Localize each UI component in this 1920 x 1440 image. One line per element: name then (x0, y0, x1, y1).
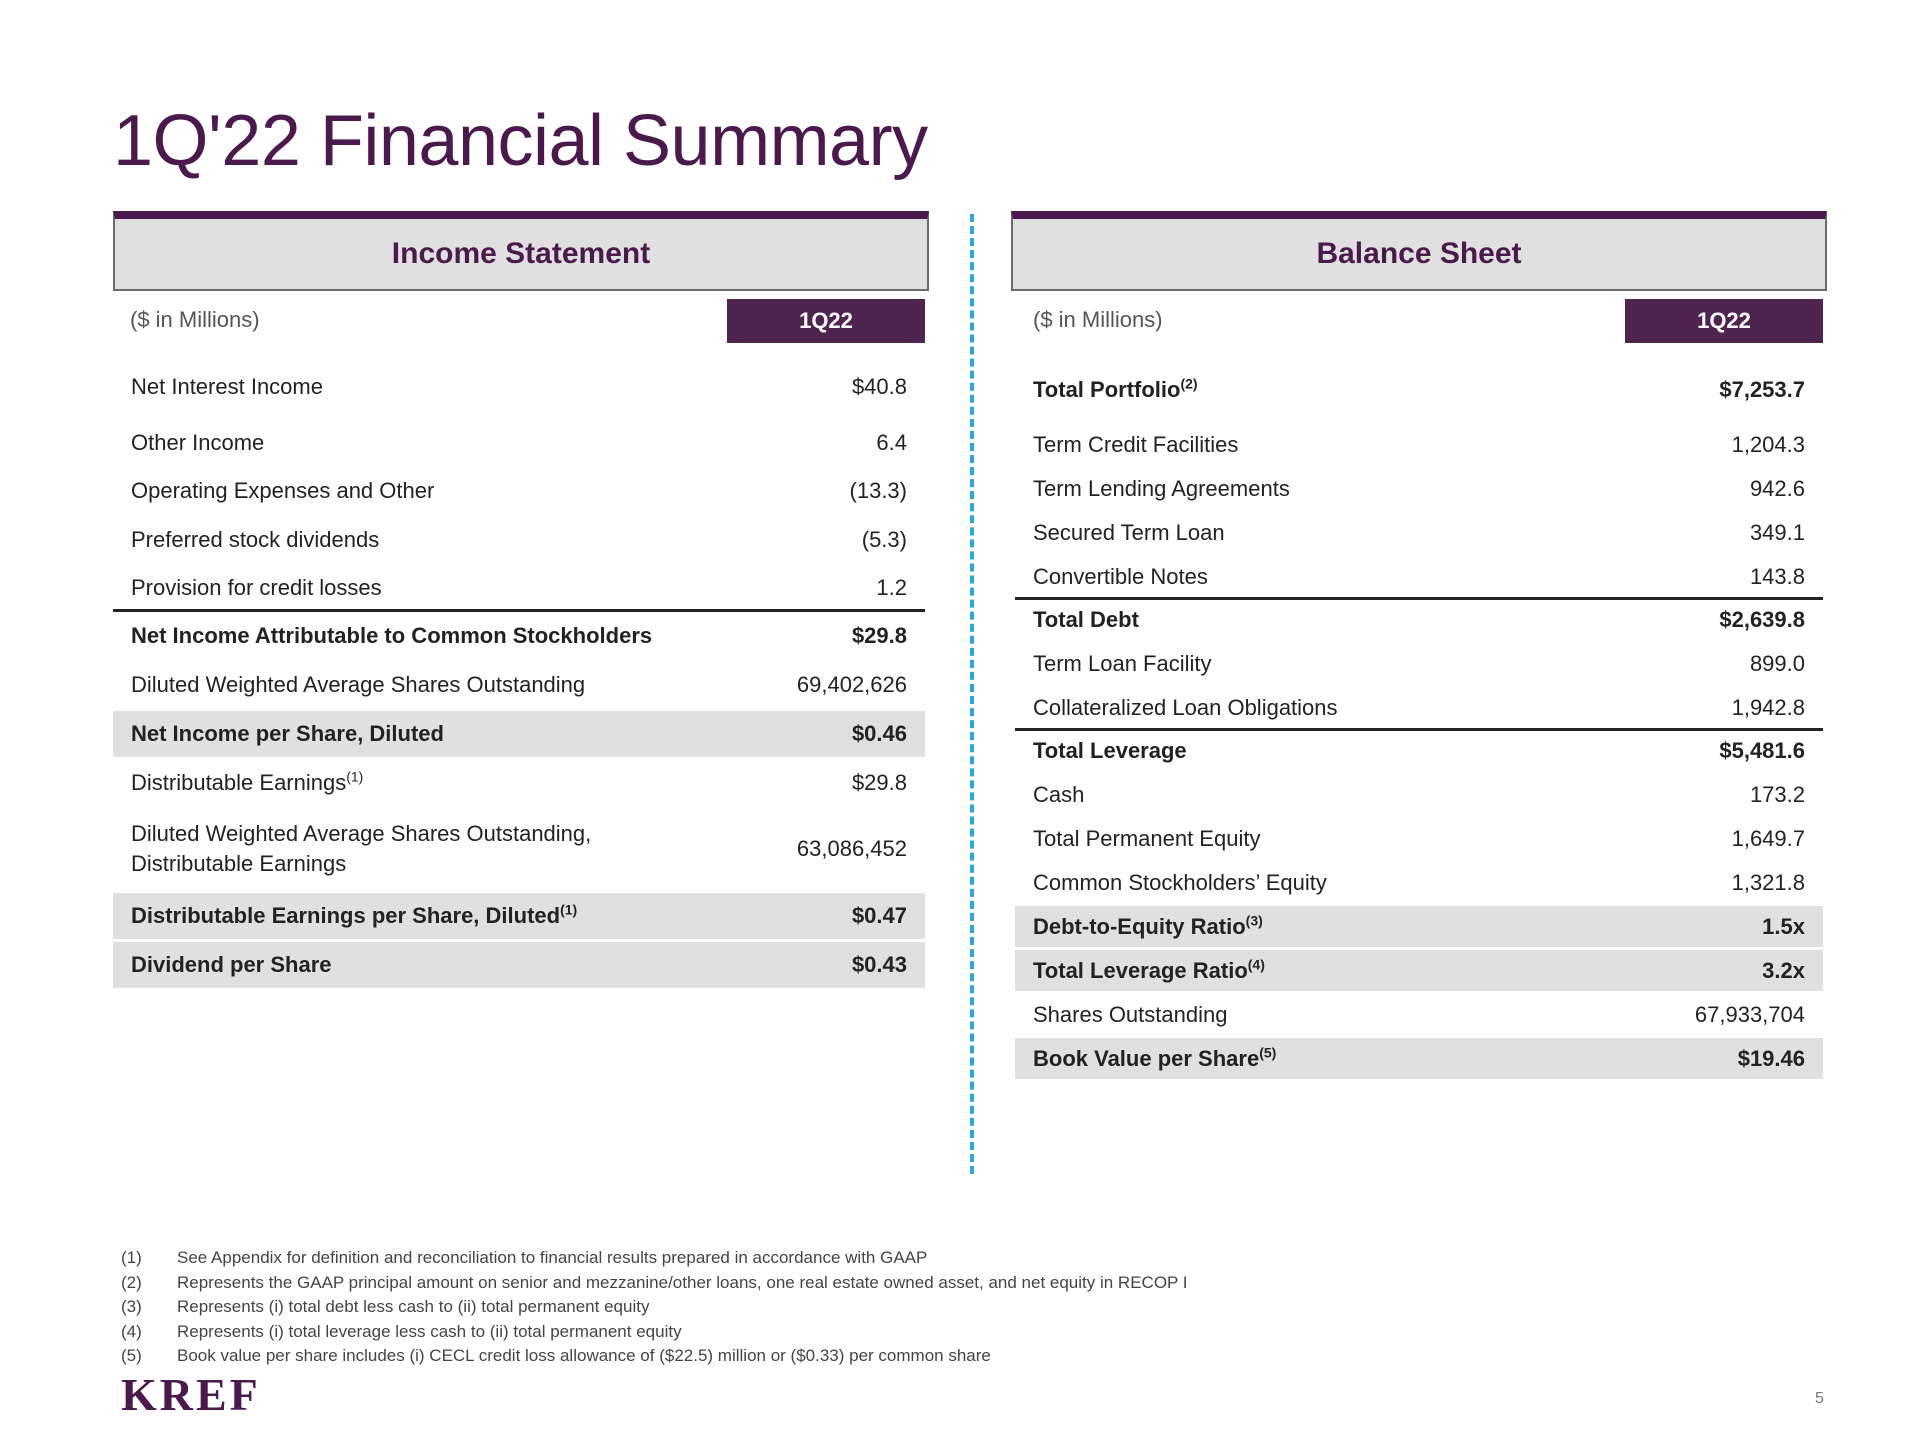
income-statement-header: Income Statement (113, 211, 929, 291)
table-row (113, 465, 925, 517)
page-title: 1Q'22 Financial Summary (113, 101, 928, 181)
row-value: 1.2 (876, 575, 907, 600)
kref-logo: KREF (121, 1369, 261, 1420)
table-row (1015, 1038, 1823, 1079)
footnote: (5) Book value per share includes (i) CECL credit loss allowance of ($22.5) million or ($0.33) per common share (121, 1346, 991, 1366)
table-row (113, 942, 925, 988)
table-row (1015, 950, 1823, 991)
income-statement-units-row (113, 299, 929, 343)
table-row (113, 562, 925, 614)
table-row (1015, 773, 1823, 817)
row-label: Total Portfolio$^{(2)}$ (1033, 375, 1198, 402)
table-row (1015, 555, 1823, 599)
row-label: Shares Outstanding (1033, 1002, 1228, 1027)
row-value: 1,321.8 (1731, 870, 1805, 895)
row-label: Distributable Earnings per Share, Diluted$^{(1)}$ (131, 901, 578, 928)
row-label: Net Interest Income (131, 374, 323, 399)
row-label: Debt-to-Equity Ratio$^{(3)}$ (1033, 912, 1263, 939)
footnote: (3) Represents (i) total debt less cash to (ii) total permanent equity (121, 1297, 650, 1317)
row-label: Cash (1033, 782, 1085, 807)
row-value: (13.3) (849, 478, 907, 503)
row-value: 173.2 (1749, 782, 1805, 807)
row-value: $0.46 (851, 721, 907, 746)
row-label: Diluted Weighted Average Shares Outstanding, Distributable Earnings (131, 821, 592, 876)
table-row (1015, 361, 1823, 419)
table-row (113, 711, 925, 757)
balance-sheet-panel (1011, 211, 1827, 1071)
row-label: Net Income Attributable to Common Stockholders (131, 622, 653, 648)
section-divider (970, 214, 974, 1174)
row-value: $0.43 (851, 952, 907, 977)
row-label: Total Leverage (1033, 737, 1187, 763)
row-value: 1,942.8 (1731, 695, 1805, 720)
row-value: 3.2x (1762, 957, 1805, 983)
row-value: 899.0 (1749, 651, 1805, 676)
row-label: Term Lending Agreements (1033, 476, 1290, 501)
table-row (113, 361, 925, 413)
row-value: (5.3) (861, 527, 907, 552)
row-label: Distributable Earnings$^{(1)}$ (131, 768, 364, 795)
row-value: 1,649.7 (1731, 826, 1805, 851)
row-label: Operating Expenses and Other (131, 478, 435, 503)
row-label: Other Income (131, 430, 265, 455)
units-label: ($ in Millions) (1033, 307, 1163, 332)
row-label: Provision for credit losses (131, 575, 382, 600)
row-label: Secured Term Loan (1033, 520, 1225, 545)
table-row (1015, 423, 1823, 467)
row-label: Diluted Weighted Average Shares Outstanding (131, 672, 586, 697)
row-value: $40.8 (851, 374, 907, 399)
row-label: Dividend per Share (131, 952, 332, 977)
row-value: 942.6 (1749, 476, 1805, 501)
units-label: ($ in Millions) (130, 307, 260, 332)
row-label: Term Loan Facility (1033, 651, 1212, 676)
row-label: Convertible Notes (1033, 564, 1208, 589)
row-label: Total Leverage Ratio$^{(4)}$ (1033, 956, 1265, 983)
table-row (1015, 642, 1823, 686)
balance-sheet-header: Balance Sheet (1011, 211, 1827, 291)
table-row (1015, 686, 1823, 730)
footnote: (2) Represents the GAAP principal amount on senior and mezzanine/other loans, one real estate owned asset, and net equity in RECOP I (121, 1272, 1188, 1292)
footnotes (121, 1246, 1188, 1369)
table-row (1015, 511, 1823, 555)
row-label: Term Credit Facilities (1033, 432, 1239, 457)
row-value: 67,933,704 (1694, 1002, 1805, 1027)
table-row (1015, 597, 1823, 639)
footnote: (4) Represents (i) total leverage less cash to (ii) total permanent equity (121, 1321, 682, 1341)
row-label: Book Value per Share$^{(5)}$ (1033, 1044, 1277, 1071)
row-value: 349.1 (1749, 520, 1805, 545)
table-row (1015, 993, 1823, 1037)
table-row (1015, 728, 1823, 770)
table-row (113, 659, 925, 711)
balance-sheet-units-row (1011, 299, 1827, 343)
row-value: 6.4 (876, 430, 907, 455)
row-label: Net Income per Share, Diluted (131, 721, 444, 746)
table-row (113, 758, 925, 808)
period-badge: 1Q22 (1625, 299, 1823, 343)
table-row (113, 514, 925, 566)
row-value: 143.8 (1749, 564, 1805, 589)
row-value: $5,481.6 (1719, 737, 1805, 763)
row-label: Collateralized Loan Obligations (1033, 695, 1338, 720)
table-row (1015, 906, 1823, 947)
row-value: $0.47 (851, 903, 907, 928)
row-label: Common Stockholders’ Equity (1033, 870, 1327, 895)
table-row (113, 811, 925, 887)
table-row (113, 893, 925, 939)
row-label: Total Debt (1033, 606, 1139, 632)
table-row (1015, 861, 1823, 905)
row-value: 1,204.3 (1731, 432, 1805, 457)
row-value: 69,402,626 (796, 672, 907, 697)
row-value: $2,639.8 (1719, 606, 1805, 632)
period-badge: 1Q22 (727, 299, 925, 343)
table-row (113, 417, 925, 469)
table-row (1015, 467, 1823, 511)
row-value: 1.5x (1762, 913, 1805, 939)
row-label: Preferred stock dividends (131, 527, 380, 552)
table-row (113, 609, 925, 659)
table-row (1015, 817, 1823, 861)
page-number: 5 (1815, 1390, 1824, 1407)
row-value: $19.46 (1737, 1045, 1805, 1071)
income-statement-panel (113, 211, 929, 977)
row-label: Total Permanent Equity (1033, 826, 1261, 851)
row-value: $7,253.7 (1719, 377, 1805, 402)
footnote: (1) See Appendix for definition and reconciliation to financial results prepared in accordance with GAAP (121, 1248, 928, 1268)
row-value: 63,086,452 (796, 836, 907, 861)
row-value: $29.8 (851, 770, 907, 795)
row-value: $29.8 (851, 622, 907, 648)
